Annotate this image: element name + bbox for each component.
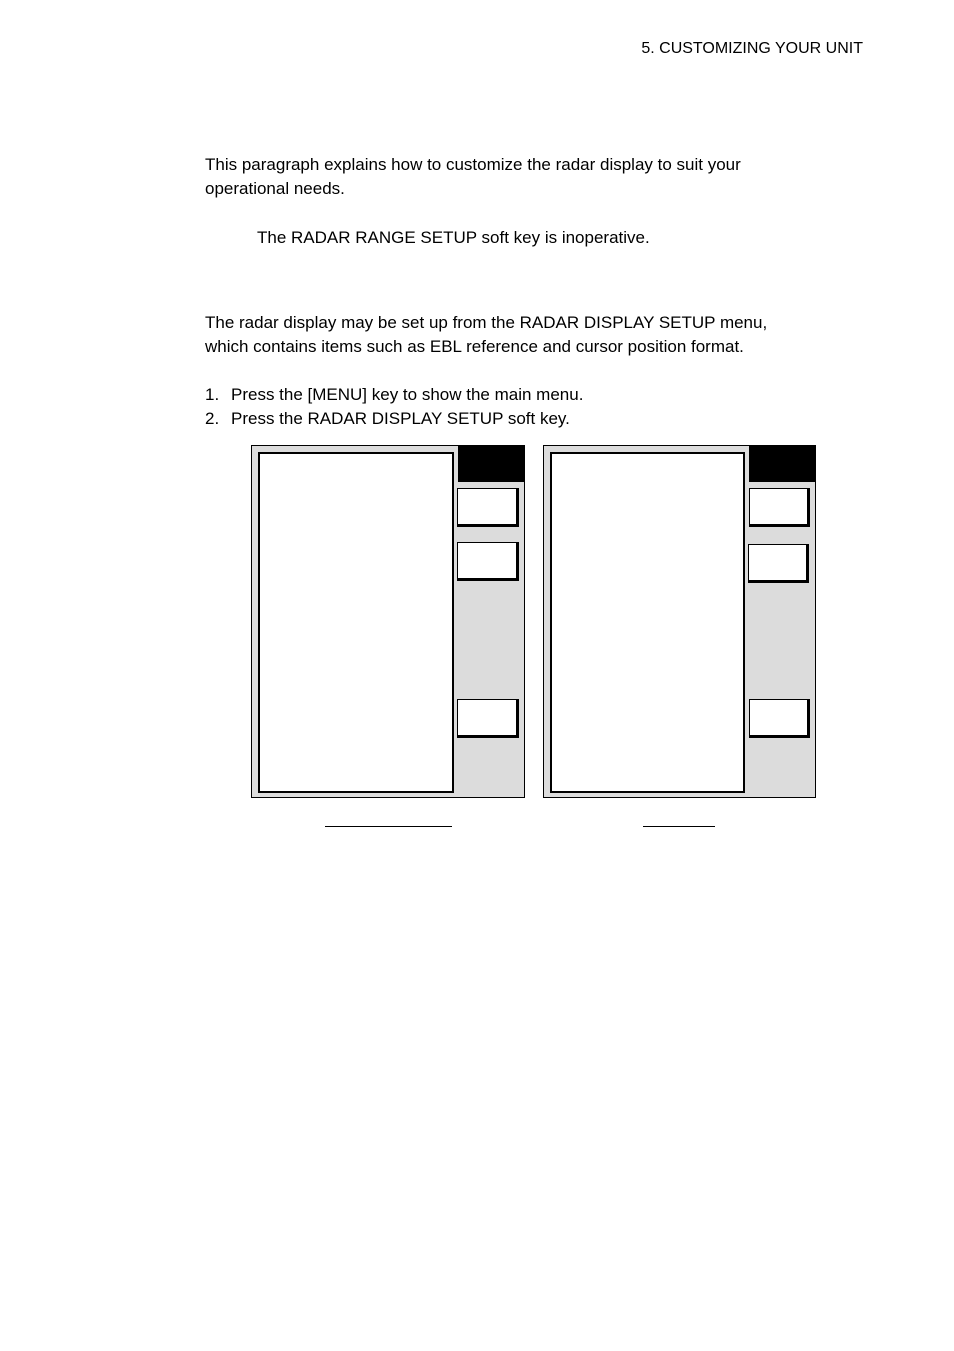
procedure-step-2 bbox=[205, 407, 570, 431]
main-menu-screen-figure bbox=[251, 445, 525, 798]
menu-title-softkey bbox=[749, 446, 815, 482]
intro-line-2: operational needs. bbox=[205, 179, 345, 198]
note-text: The RADAR RANGE SETUP soft key is inoperative. bbox=[257, 228, 650, 247]
radar-display-setup-screen-figure bbox=[543, 445, 816, 798]
intro-paragraph bbox=[205, 153, 825, 201]
softkey-2 bbox=[457, 542, 519, 581]
menu-window bbox=[550, 452, 745, 793]
step-text: Press the RADAR DISPLAY SETUP soft key. bbox=[231, 409, 570, 428]
menu-window bbox=[258, 452, 454, 793]
softkey-3 bbox=[749, 699, 810, 738]
section-line-1: The radar display may be set up from the RADAR DISPLAY SETUP menu, bbox=[205, 313, 768, 332]
menu-title-softkey bbox=[458, 446, 524, 482]
softkey-2 bbox=[748, 544, 809, 583]
caption-underline-left bbox=[325, 826, 452, 827]
softkey-1 bbox=[457, 488, 519, 527]
running-header: 5. CUSTOMIZING YOUR UNIT bbox=[641, 40, 863, 57]
step-number: 1. bbox=[205, 385, 220, 404]
caption-underline-right bbox=[643, 826, 715, 827]
softkey-1 bbox=[749, 488, 810, 527]
procedure-step-1 bbox=[205, 383, 583, 407]
step-number: 2. bbox=[205, 409, 220, 428]
intro-line-1: This paragraph explains how to customize the radar display to suit your bbox=[205, 155, 741, 174]
section-paragraph bbox=[205, 311, 825, 359]
section-line-2: which contains items such as EBL reference and cursor position format. bbox=[205, 337, 744, 356]
step-text: Press the [MENU] key to show the main menu. bbox=[231, 385, 584, 404]
softkey-3 bbox=[457, 699, 519, 738]
